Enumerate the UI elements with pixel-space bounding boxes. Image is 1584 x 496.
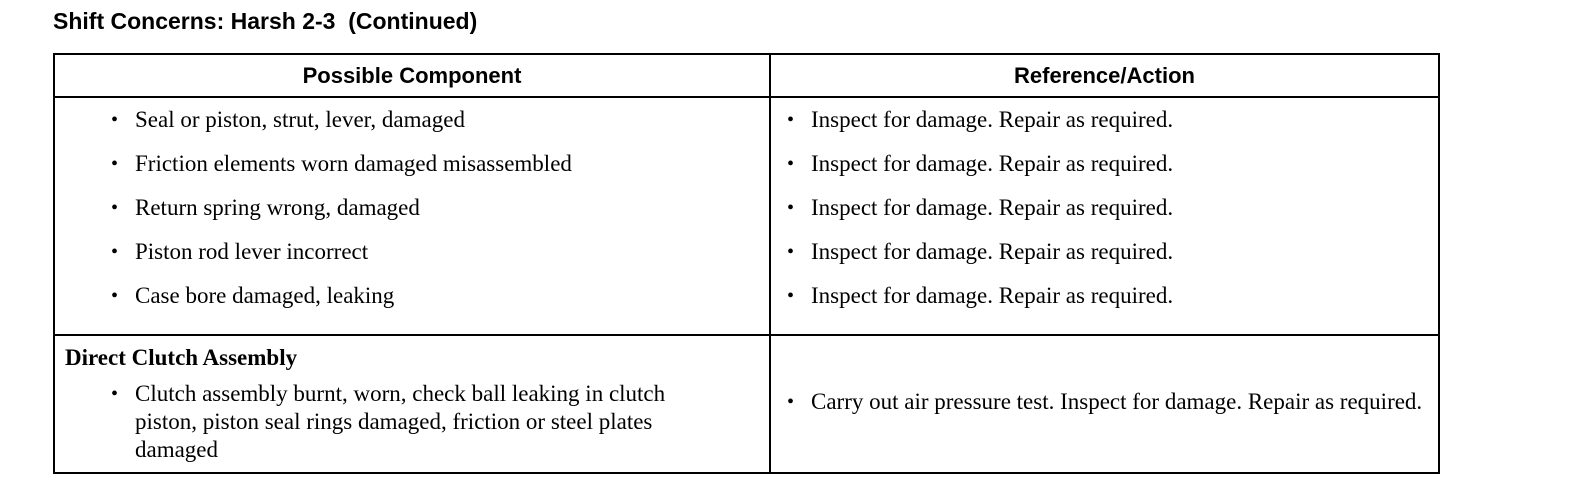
column-header-action: Reference/Action xyxy=(770,54,1439,97)
component-text: Piston rod lever incorrect xyxy=(135,239,369,264)
component-text: Seal or piston, strut, lever, damaged xyxy=(135,107,465,132)
list-item xyxy=(771,150,1438,194)
component-cell xyxy=(54,335,770,473)
diagnosis-table xyxy=(53,53,1440,474)
component-text: Friction elements worn damaged misassembled xyxy=(135,151,572,176)
component-text: Case bore damaged, leaking xyxy=(135,283,395,308)
page-title: Shift Concerns: Harsh 2-3 (Continued) xyxy=(53,8,478,34)
bullet-icon: • xyxy=(787,197,795,219)
action-text: Inspect for damage. Repair as required. xyxy=(811,107,1174,132)
action-text: Inspect for damage. Repair as required. xyxy=(811,239,1174,264)
action-text: Inspect for damage. Repair as required. xyxy=(811,151,1174,176)
list-item xyxy=(55,372,769,472)
action-text: Inspect for damage. Repair as required. xyxy=(811,195,1174,220)
list-item xyxy=(55,106,769,150)
list-item xyxy=(771,106,1438,150)
bullet-icon: • xyxy=(111,285,119,307)
bullet-icon: • xyxy=(787,153,795,175)
list-item xyxy=(771,238,1438,282)
action-cell xyxy=(770,97,1439,335)
component-text: Clutch assembly burnt, worn, check ball leaking in clutch piston, piston seal rings damaged, friction or steel plates damaged xyxy=(135,381,666,462)
component-text: Return spring wrong, damaged xyxy=(135,195,420,220)
list-item xyxy=(771,336,1438,424)
list-item xyxy=(55,238,769,282)
bullet-icon: • xyxy=(787,391,795,413)
list-item xyxy=(55,150,769,194)
section-heading: Direct Clutch Assembly xyxy=(65,345,298,370)
column-header-component: Possible Component xyxy=(54,54,770,97)
bullet-icon: • xyxy=(787,285,795,307)
bullet-icon: • xyxy=(111,241,119,263)
action-cell xyxy=(770,335,1439,473)
table-row-direct-clutch xyxy=(54,335,1439,473)
bullet-icon: • xyxy=(787,241,795,263)
bullet-icon: • xyxy=(111,197,119,219)
component-cell xyxy=(54,97,770,335)
bullet-icon: • xyxy=(111,383,119,405)
bullet-icon: • xyxy=(787,109,795,131)
table-header-row xyxy=(54,54,1439,97)
table-row-group-1 xyxy=(54,97,1439,335)
list-item xyxy=(55,194,769,238)
bullet-icon: • xyxy=(111,109,119,131)
action-text: Inspect for damage. Repair as required. xyxy=(811,283,1174,308)
list-item xyxy=(55,282,769,326)
list-item xyxy=(771,194,1438,238)
bullet-icon: • xyxy=(111,153,119,175)
list-item xyxy=(771,282,1438,326)
action-text: Carry out air pressure test. Inspect for damage. Repair as required. xyxy=(811,389,1423,414)
